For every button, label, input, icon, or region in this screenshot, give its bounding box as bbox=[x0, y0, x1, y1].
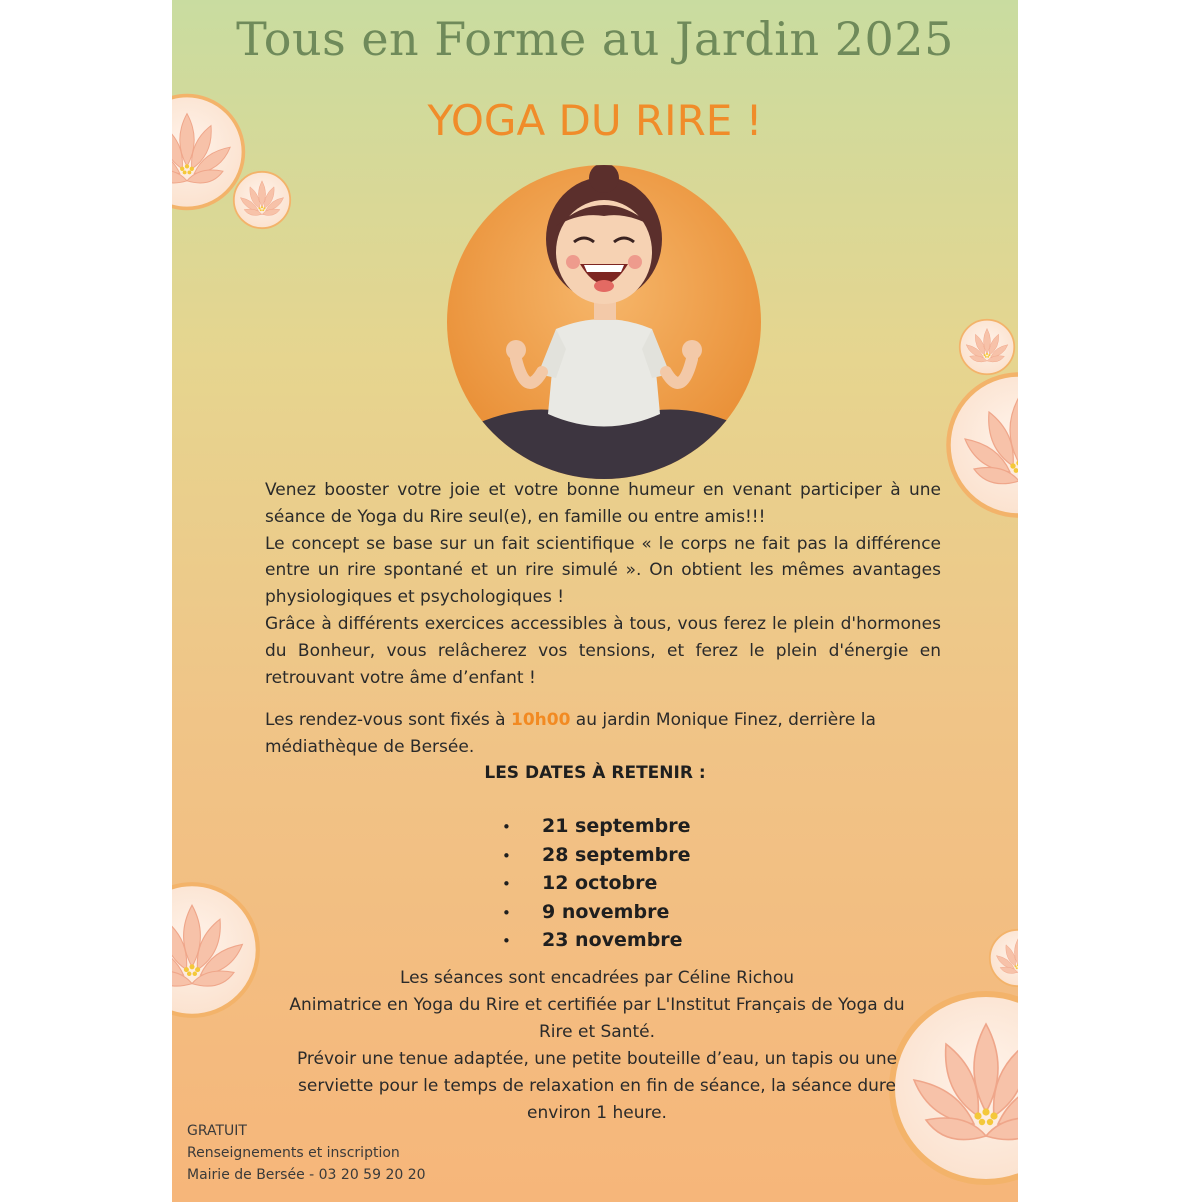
description-paragraph: Le concept se base sur un fait scientifique « le corps ne fait pas la différence entre un rire spontané et un rire simulé ». On obtient les mêmes avantages physiologiques et psychologiques ! bbox=[265, 533, 941, 608]
lotus-flower-icon bbox=[958, 318, 1016, 376]
lotus-flower-icon bbox=[988, 928, 1018, 988]
bullet: • bbox=[502, 903, 511, 922]
dates-heading: LES DATES À RETENIR : bbox=[484, 763, 706, 783]
session-detail-line: Animatrice en Yoga du Rire et certifiée par L'Institut Français de Yoga du Rire et Santé. bbox=[289, 995, 905, 1042]
description bbox=[265, 477, 941, 691]
bullet: • bbox=[502, 932, 511, 951]
description-paragraph: Venez booster votre joie et votre bonne humeur en venant participer à une séance de Yoga du Rire seul(e), en famille ou entre amis!!! bbox=[265, 480, 941, 527]
contact-label: Renseignements et inscription bbox=[187, 1145, 400, 1161]
page-subtitle: YOGA DU RIRE ! bbox=[427, 96, 763, 145]
bullet: • bbox=[502, 875, 511, 894]
date-label: 21 septembre bbox=[542, 815, 691, 837]
bullet: • bbox=[502, 846, 511, 865]
date-item bbox=[502, 926, 690, 955]
description-paragraph: Grâce à différents exercices accessibles à tous, vous ferez le plein d'hormones du Bonheur, vous relâcherez vos tensions, et ferez le plein d'énergie en retrouvant votre âme d’enfant ! bbox=[265, 613, 941, 688]
page-title: Tous en Forme au Jardin 2025 bbox=[236, 12, 954, 66]
meeting-info bbox=[265, 707, 941, 761]
lotus-flower-icon bbox=[232, 170, 292, 230]
poster bbox=[172, 0, 1018, 1202]
contact-info bbox=[187, 1120, 426, 1186]
date-item bbox=[502, 898, 690, 927]
date-label: 9 novembre bbox=[542, 900, 670, 923]
date-label: 12 octobre bbox=[542, 872, 658, 895]
meeting-time: 10h00 bbox=[510, 710, 571, 730]
date-item bbox=[502, 869, 690, 898]
laughing-yoga-woman-illustration bbox=[446, 164, 762, 480]
date-label: 28 septembre bbox=[542, 843, 691, 866]
date-item bbox=[502, 812, 690, 841]
lotus-flower-icon bbox=[172, 880, 262, 1020]
bullet: • bbox=[502, 818, 511, 836]
dates-list bbox=[502, 812, 690, 955]
date-label: 23 novembre bbox=[542, 929, 683, 952]
price-label: GRATUIT bbox=[187, 1123, 247, 1139]
meeting-text: Les rendez-vous sont fixés à bbox=[265, 710, 511, 730]
date-item bbox=[502, 841, 690, 870]
contact-phone: Mairie de Bersée - 03 20 59 20 20 bbox=[187, 1167, 426, 1183]
meeting-location: au jardin Monique Finez, derrière la médiathèque de Bersée. bbox=[265, 710, 876, 757]
session-detail-line: Prévoir une tenue adaptée, une petite bouteille d’eau, un tapis ou une serviette pour le temps de relaxation en fin de séance, la séance dure environ 1 heure. bbox=[296, 1049, 898, 1123]
lotus-flower-icon bbox=[944, 370, 1018, 520]
session-details bbox=[282, 965, 912, 1127]
session-detail-line: Les séances sont encadrées par Céline Richou bbox=[400, 968, 794, 988]
